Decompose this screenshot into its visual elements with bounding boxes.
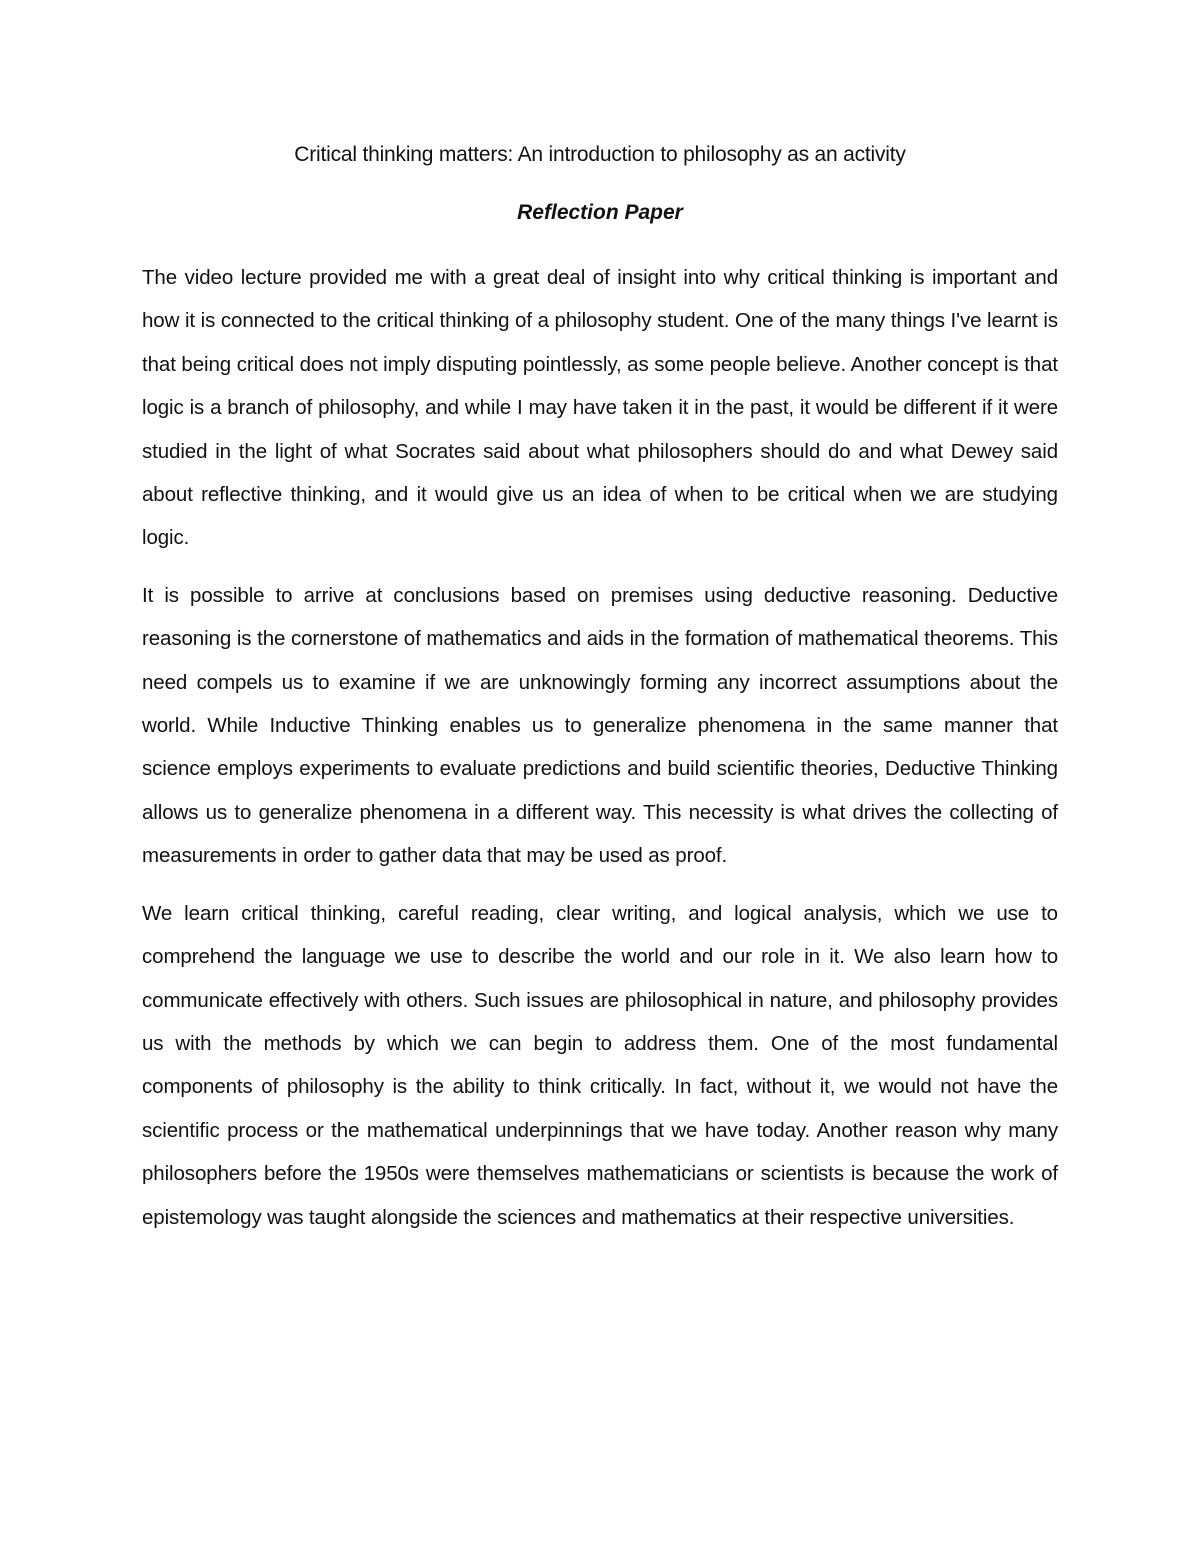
paragraph-2: It is possible to arrive at conclusions based on premises using deductive reasoning. Deductive reasoning is the cornerstone of mathematics and aids in the formation of mathematical theorems. This need compels us to examine if we are unknowingly forming any incorrect assumptions about the world. While Inductive Thinking enables us to generalize phenomena in the same manner that science employs experiments to evaluate predictions and build scientific theories, Deductive Thinking allows us to generalize phenomena in a different way. This necessity is what drives the collecting of measurements in order to gather data that may be used as proof. (142, 583, 1058, 868)
document-body (142, 256, 1058, 1253)
paragraph-1: The video lecture provided me with a great deal of insight into why critical thinking is important and how it is connected to the critical thinking of a philosophy student. One of the many things I've learnt is that being critical does not imply disputing pointlessly, as some people believe. Another concept is that logic is a branch of philosophy, and while I may have taken it in the past, it would be different if it were studied in the light of what Socrates said about what philosophers should do and what Dewey said about reflective thinking, and it would give us an idea of when to be critical when we are studying logic. (142, 266, 1058, 550)
paragraph-3: We learn critical thinking, careful reading, clear writing, and logical analysis, which we use to comprehend the language we use to describe the world and our role in it. We also learn how to communicate effectively with others. Such issues are philosophical in nature, and philosophy provides us with the methods by which we can begin to address them. One of the most fundamental components of philosophy is the ability to think critically. In fact, without it, we would not have the scientific process or the mathematical underpinnings that we have today. Another reason why many philosophers before the 1950s were themselves mathematicians or scientists is because the work of epistemology was taught alongside the sciences and mathematics at their respective universities. (142, 901, 1058, 1229)
document-subtitle: Reflection Paper (517, 201, 683, 224)
document-title: Critical thinking matters: An introduction to philosophy as an activity (294, 143, 906, 166)
